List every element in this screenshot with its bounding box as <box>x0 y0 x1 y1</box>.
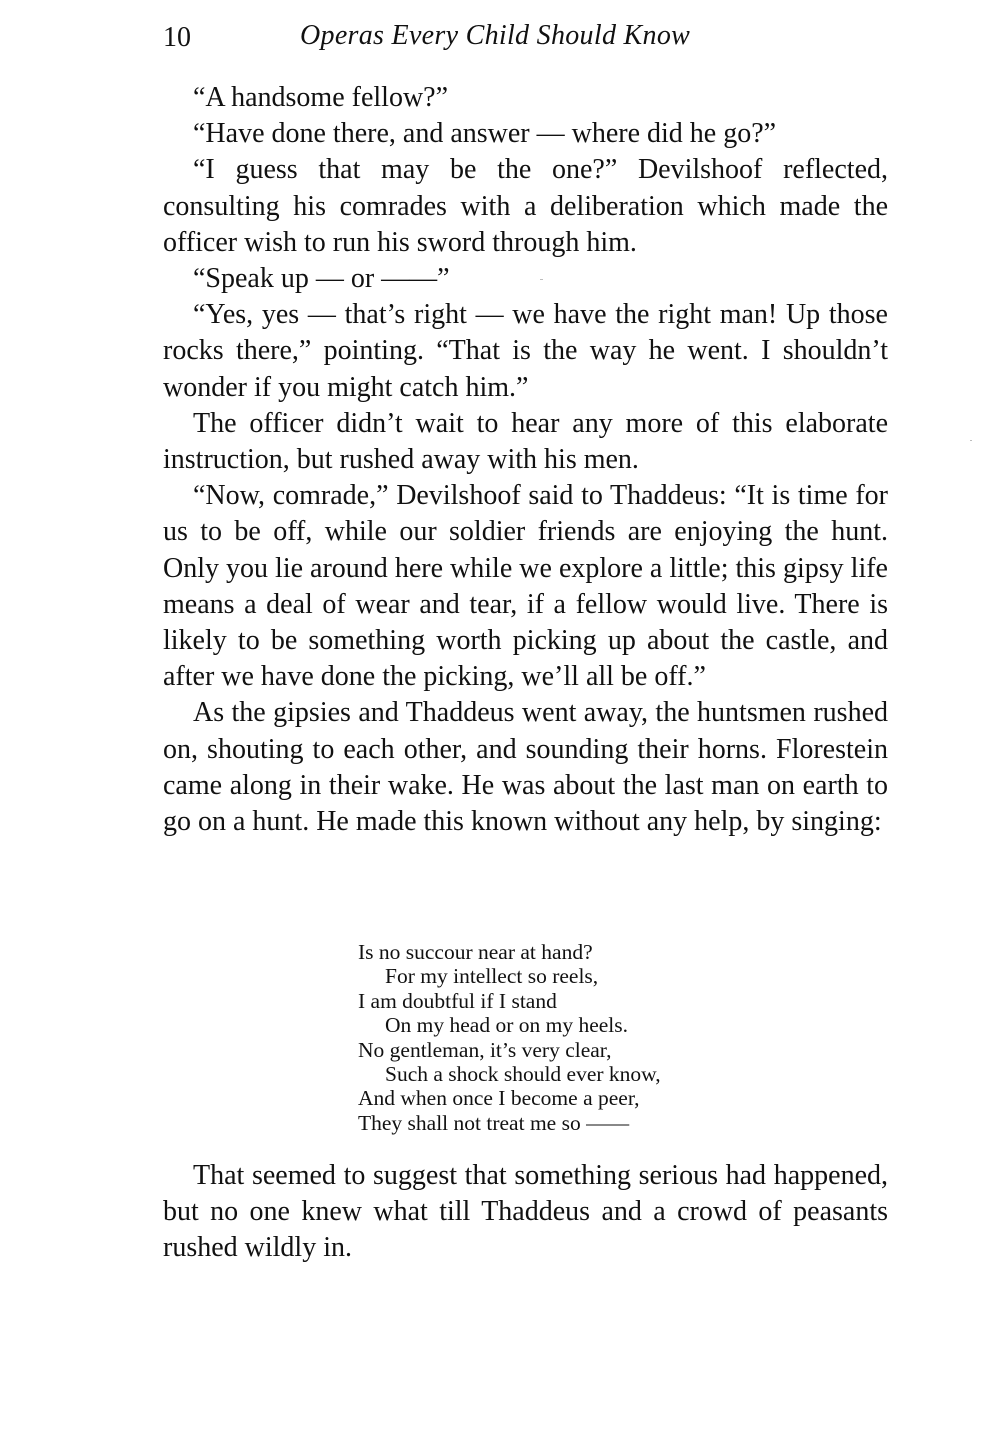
paragraph: The officer didn’t wait to hear any more of this elaborate instruction, but rushed away with his men. <box>163 407 888 476</box>
paragraph: “Have done there, and answer — where did he go?” <box>193 118 777 150</box>
body-text <box>163 80 888 840</box>
scan-speck <box>540 279 543 280</box>
paragraph: “Yes, yes — that’s right — we have the right man! Up those rocks there,” pointing. “That is the way he went. I shouldn’t wonder if you might catch him.” <box>163 299 888 403</box>
paragraph: That seemed to suggest that something serious had happened, but no one knew what till Thaddeus and a crowd of peasants rushed wildly in. <box>163 1160 888 1264</box>
verse-line: And when once I become a peer, <box>358 1086 640 1111</box>
page-number: 10 <box>163 22 191 53</box>
verse-line: On my head or on my heels. <box>385 1013 629 1038</box>
verse-line: For my intellect so reels, <box>385 964 599 989</box>
running-head <box>163 20 893 60</box>
paragraph: “Now, comrade,” Devilshoof said to Thaddeus: “It is time for us to be off, while our soldier friends are enjoying the hunt. Only you lie around here while we explore a little; this gipsy life means a deal of wear and tear, if a fellow would live. There is likely to be something worth picking up about the castle, and after we have done the picking, we’ll all be off.” <box>163 480 888 693</box>
paragraph: “I guess that may be the one?” Devilshoof reflected, consulting his comrades with a deliberation which made the officer wish to run his sword through him. <box>163 154 888 258</box>
verse-line: Is no succour near at hand? <box>358 940 593 964</box>
verse-line: No gentleman, it’s very clear, <box>358 1037 612 1062</box>
closing-text <box>163 1158 888 1267</box>
paragraph: As the gipsies and Thaddeus went away, the huntsmen rushed on, shouting to each other, and sounding their horns. Florestein came along in their wake. He was about the last man on earth to go on a hunt. He made this known without any help, by singing: <box>163 697 888 838</box>
paragraph: “Speak up — or ——” <box>193 263 450 295</box>
verse-line: Such a shock should ever know, <box>385 1062 661 1087</box>
verse-line: They shall not treat me so —— <box>358 1110 630 1135</box>
paragraph: “A handsome fellow?” <box>193 82 449 113</box>
verse-line: I am doubtful if I stand <box>358 988 557 1013</box>
running-title: Operas Every Child Should Know <box>300 20 691 51</box>
scan-speck <box>970 440 972 441</box>
song-verse <box>358 940 778 1135</box>
